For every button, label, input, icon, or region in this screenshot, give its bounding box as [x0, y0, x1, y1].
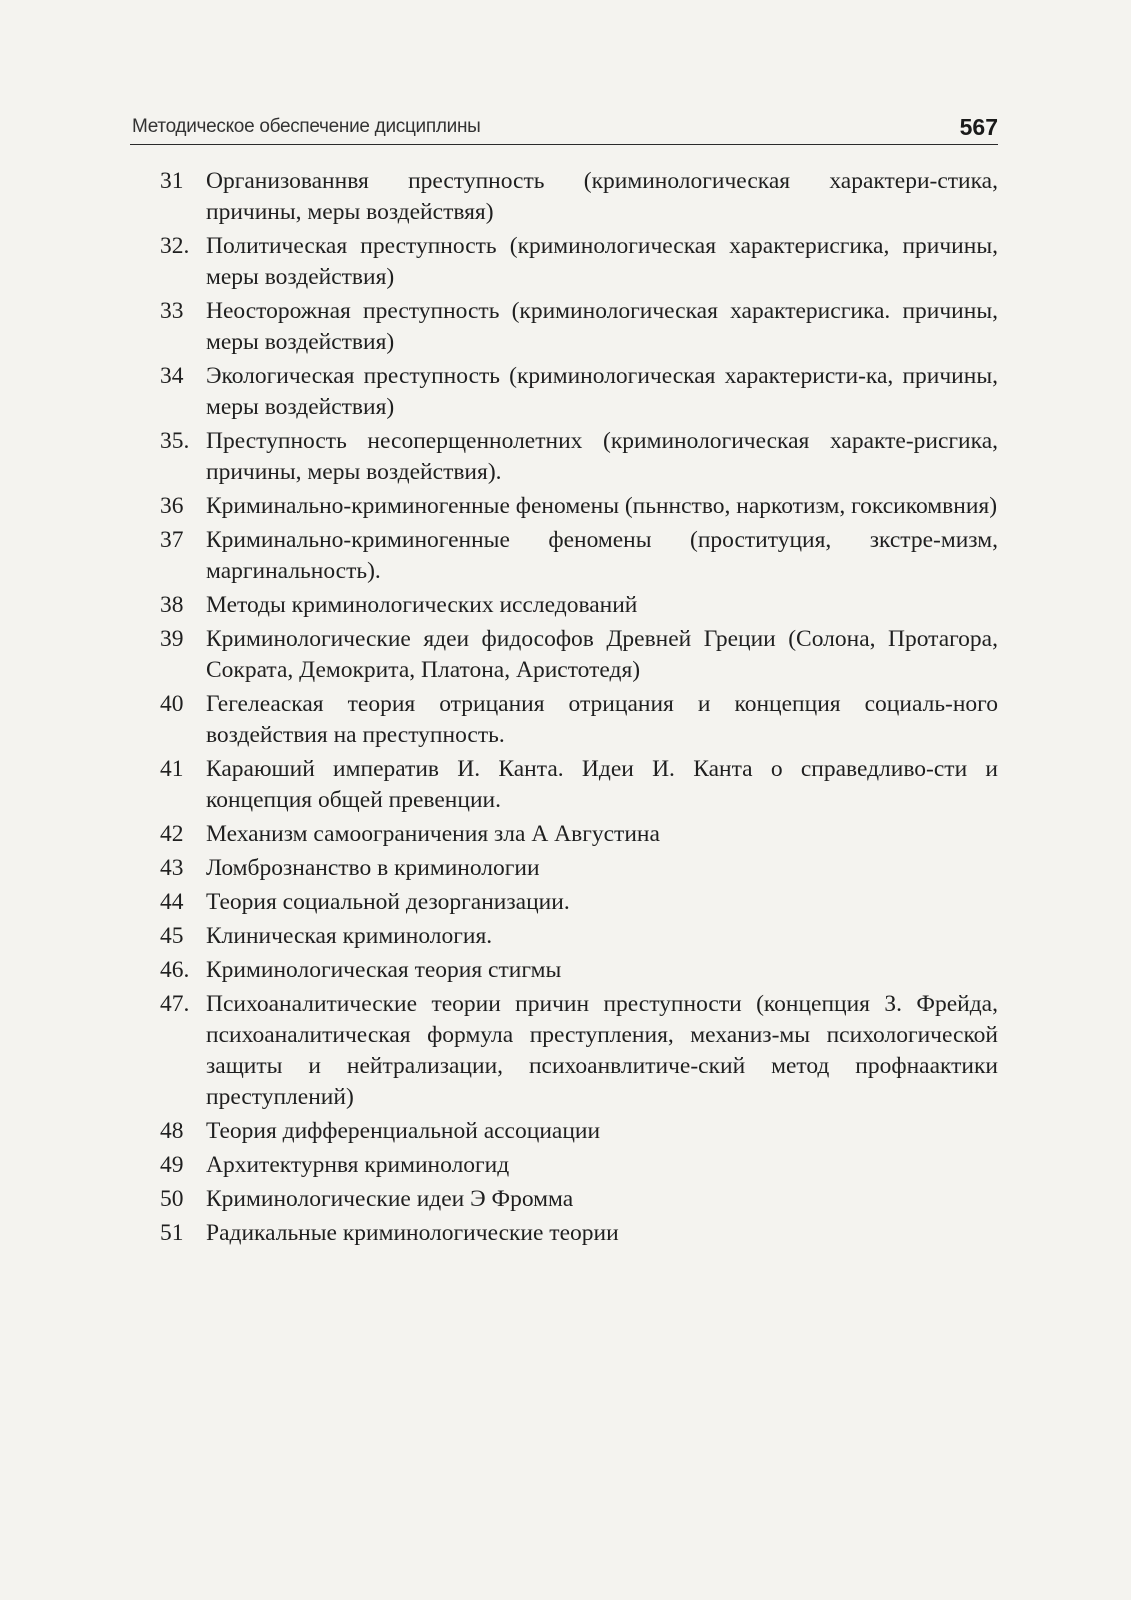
list-item	[160, 166, 998, 228]
item-text: Архитектурнвя криминологид	[206, 1152, 510, 1178]
item-text: Теория социальной дезорганизации.	[206, 889, 570, 915]
item-text: Криминально-криминогенные феномены (пьннство, наркотизм, гоксикомвния)	[206, 493, 998, 519]
list-item	[160, 853, 998, 884]
list-item	[160, 887, 998, 918]
item-number: 50	[160, 1186, 184, 1212]
item-number: 48	[160, 1118, 184, 1144]
list-item	[160, 1184, 998, 1215]
item-number: 37	[160, 527, 184, 553]
list-item	[160, 361, 998, 423]
list-item	[160, 491, 998, 522]
list-item	[160, 819, 998, 850]
list-item	[160, 296, 998, 358]
item-text: Теория дифференциальной ассоциации	[206, 1118, 601, 1144]
list-item	[160, 1116, 998, 1147]
question-list	[160, 166, 998, 1252]
list-item	[160, 1218, 998, 1249]
item-number: 31	[160, 168, 184, 194]
item-number: 33	[160, 298, 184, 324]
list-item	[160, 231, 998, 293]
item-text: Преступность несоперщеннолетних (криминологическая характе-рисгика, причины, меры воздействия).	[206, 428, 998, 485]
item-number: 40	[160, 691, 184, 717]
item-text: Криминологическая теория стигмы	[206, 957, 562, 983]
item-text: Криминологические ядеи фидософов Древней Греции (Солона, Протагора, Сократа, Демокрита, Платона, Аристотедя)	[206, 626, 998, 683]
item-number: 41	[160, 756, 184, 782]
item-number: 42	[160, 821, 184, 847]
running-title: Методическое обеспечение дисциплины	[132, 116, 481, 137]
item-text: Клиническая криминология.	[206, 923, 493, 949]
item-text: Организованнвя преступность (криминологическая характери-стика, причины, меры воздействяя)	[206, 168, 998, 225]
item-text: Караюший императив И. Канта. Идеи И. Канта о справедливо-сти и концепция общей превенции.	[206, 756, 998, 813]
item-text: Методы криминологических исследований	[206, 592, 638, 618]
list-item	[160, 921, 998, 952]
list-item	[160, 624, 998, 686]
item-number: 49	[160, 1152, 184, 1178]
item-text: Неосторожная преступность (криминологическая характерисгика. причины, меры воздействия)	[206, 298, 998, 355]
item-number: 39	[160, 626, 184, 652]
item-text: Психоаналитические теории причин преступности (концепция З. Фрейда, психоаналитическая формула преступления, механиз-мы психологической защиты и нейтрализации, психоанвлитиче-ский метод профнаактики преступлений)	[206, 991, 998, 1110]
item-number: 38	[160, 592, 184, 618]
list-item	[160, 955, 998, 986]
list-item	[160, 590, 998, 621]
item-number: 47.	[160, 991, 190, 1017]
item-text: Экологическая преступность (криминологическая характеристи-ка, причины, меры воздействия)	[206, 363, 998, 420]
item-text: Ломбрознанство в криминологии	[206, 855, 540, 881]
item-number: 44	[160, 889, 184, 915]
list-item	[160, 426, 998, 488]
item-number: 43	[160, 855, 184, 881]
item-text: Политическая преступность (криминологическая характерисгика, причины, меры воздействия)	[206, 233, 998, 290]
list-item	[160, 689, 998, 751]
item-number: 45	[160, 923, 184, 949]
item-number: 34	[160, 363, 184, 389]
item-text: Механизм самоограничения зла А Августина	[206, 821, 660, 847]
item-number: 32.	[160, 233, 190, 259]
item-number: 35.	[160, 428, 190, 454]
item-text: Криминально-криминогенные феномены (проституция, зкстре-мизм, маргинальность).	[206, 527, 998, 584]
item-text: Радикальные криминологические теории	[206, 1220, 619, 1246]
list-item	[160, 525, 998, 587]
item-number: 51	[160, 1220, 184, 1246]
list-item	[160, 989, 998, 1113]
item-number: 46.	[160, 957, 190, 983]
item-text: Криминологические идеи Э Фромма	[206, 1186, 574, 1212]
list-item	[160, 1150, 998, 1181]
list-item	[160, 754, 998, 816]
item-text: Гегелеаская теория отрицания отрицания и концепция социаль-ного воздействия на преступность.	[206, 691, 998, 748]
item-number: 36	[160, 493, 184, 519]
page-header	[130, 112, 998, 145]
page-number: 567	[959, 114, 998, 140]
